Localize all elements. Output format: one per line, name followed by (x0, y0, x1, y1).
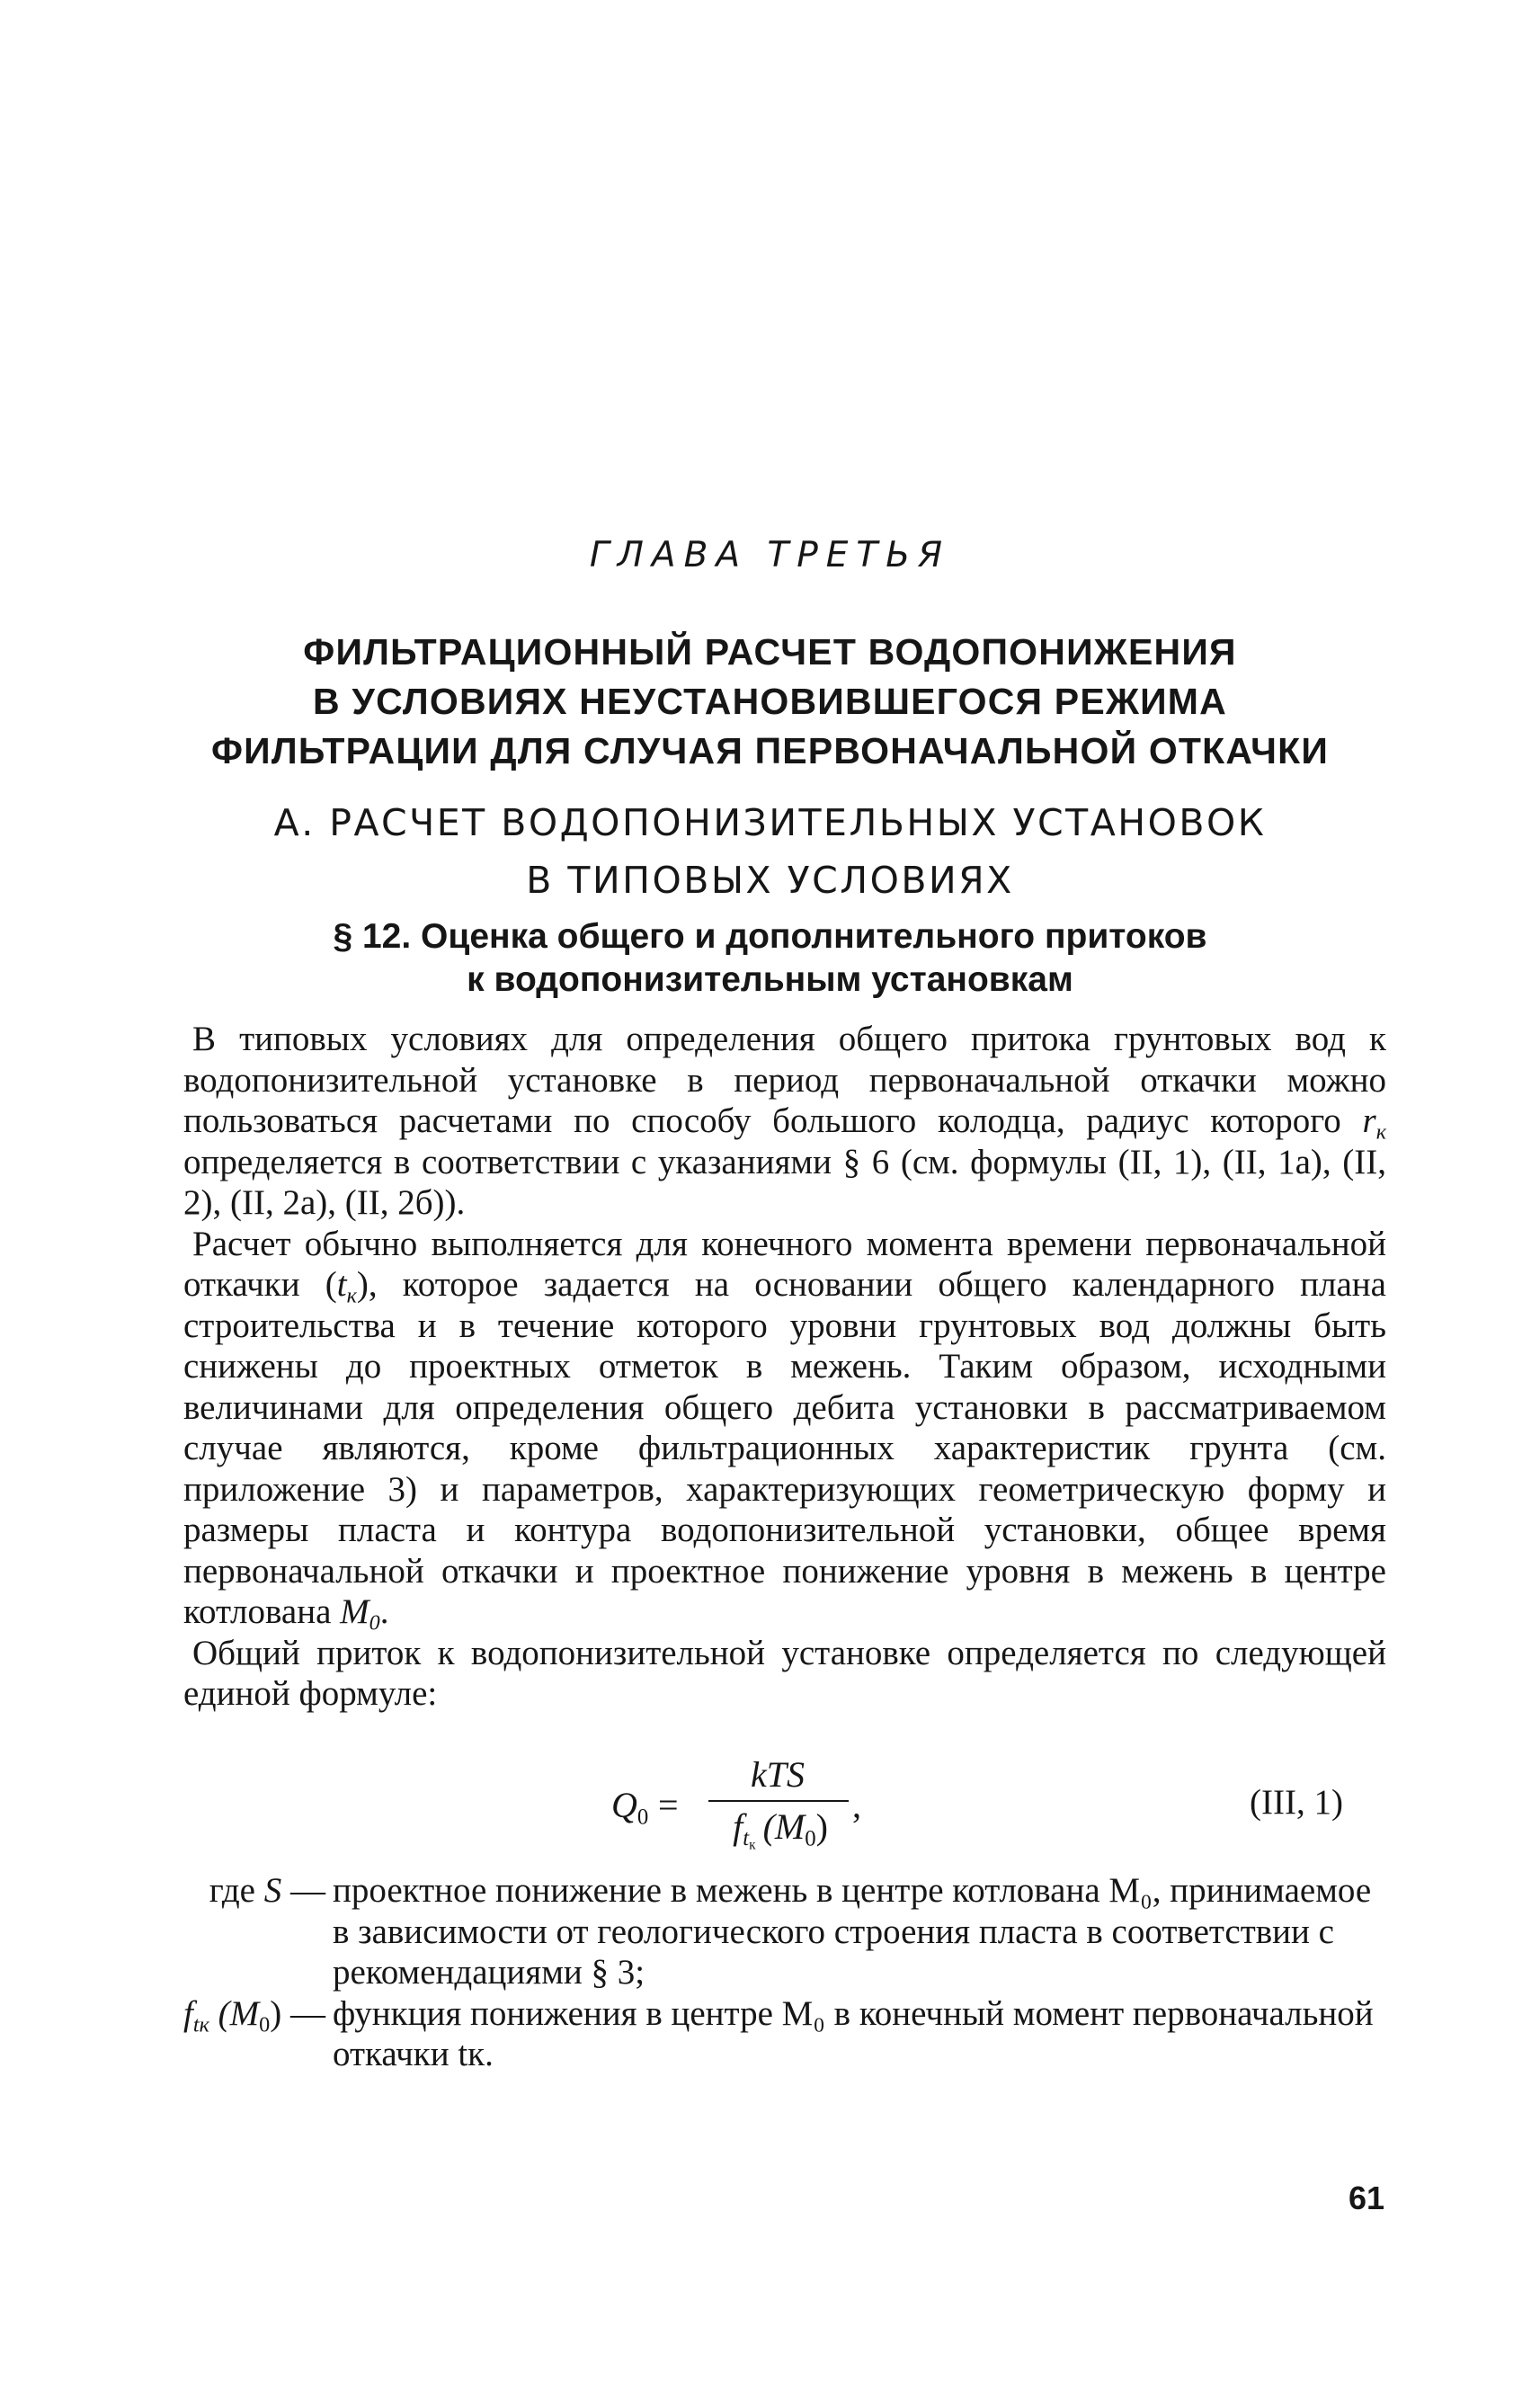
paragraph-heading (144, 915, 1396, 1002)
formula-numerator: kTS (751, 1754, 805, 1795)
chapter-title-line: ФИЛЬТРАЦИОННЫЙ РАСЧЕТ ВОДОПОНИЖЕНИЯ (303, 631, 1237, 673)
body-paragraph-3: Общий приток к водопонизительной установке определяется по следующей единой формуле: (183, 1633, 1386, 1713)
text-run: Расчет обычно выполняется для конечного момента времени первоначальной откачки ( (183, 1224, 1386, 1304)
chapter-title (144, 628, 1396, 776)
variable-m0: $M_0$ (340, 1592, 380, 1636)
text-run: . (379, 1592, 389, 1631)
section-title-line: А. РАСЧЕТ ВОДОПОНИЗИТЕЛЬНЫХ УСТАНОВОК (273, 801, 1267, 844)
variable-r: $r_к$ (1362, 1101, 1386, 1145)
definition-text: функция понижения в центре M₀ в конечный момент первоначальной откачки tк. (333, 1993, 1374, 2073)
formula-number: (III, 1) (1250, 1783, 1343, 1822)
fraction-bar (708, 1800, 849, 1802)
chapter-label: ГЛАВА ТРЕТЬЯ (589, 535, 951, 575)
body-paragraph-1 (183, 1019, 1386, 1224)
definition-f (108, 1993, 1393, 2075)
formula-denominator: $f_{t_к}$ $(M_0)$ (733, 1806, 828, 1854)
chapter-title-line: В УСЛОВИЯХ НЕУСТАНОВИВШЕГОСЯ РЕЖИМА (313, 681, 1227, 722)
variable-t: $t_к$ (336, 1265, 357, 1308)
formula-iii-1 (611, 1753, 971, 1852)
paragraph-heading-line: § 12. Оценка общего и дополнительного притоков (333, 917, 1207, 956)
definition-term: $f_{tк}$ $(M_0)$ — (183, 1993, 325, 2037)
definition-s (108, 1870, 1393, 1993)
chapter-title-line: ФИЛЬТРАЦИИ ДЛЯ СЛУЧАЯ ПЕРВОНАЧАЛЬНОЙ ОТКАЧКИ (210, 730, 1329, 771)
body-paragraph-2 (183, 1224, 1386, 1636)
text-run: В типовых условиях для определения общего притока грунтовых вод к водопонизительной установке в период первоначальной откачки можно пользоваться расчетами по способу большого колодца, радиус которого (183, 1020, 1386, 1140)
formula-lhs: $Q_0$ (611, 1785, 649, 1830)
section-title-line: В ТИПОВЫХ УСЛОВИЯХ (526, 859, 1014, 902)
body-text (183, 1019, 1386, 1715)
formula-equals: = (658, 1785, 679, 1825)
text-run: ), которое задается на основании общего календарного плана строительства и в течение которого уровни грунтовых вод должны быть снижены до проектных отметок в межень. Таким образом, исходными величинами для определения общего дебита установки в рассматриваемом случае являются, кроме фильтрационных характеристик грунта (см. приложение 3) и параметров, характеризующих геометрическую форму и размеры пласта и контура водопонизительной установки, общее время первоначальной откачки и проектное понижение уровня в межень в центре котлована (183, 1265, 1386, 1631)
page-number: 61 (1349, 2180, 1385, 2216)
definition-term: где S — (209, 1871, 325, 1910)
paragraph-heading-line: к водопонизительным установкам (467, 960, 1073, 999)
section-title (144, 794, 1396, 909)
definition-text: проектное понижение в межень в центре котлована M₀, принимаемое в зависимости от геологического строения пласта в соответствии с рекомендациями § 3; (333, 1871, 1372, 1992)
text-run: определяется в соответствии с указаниями § 6 (см. формулы (II, 1), (II, 1а), (II, 2), (II, 2а), (II, 2б)). (183, 1142, 1386, 1222)
definitions-list (108, 1870, 1393, 2075)
formula-comma: , (852, 1785, 861, 1825)
